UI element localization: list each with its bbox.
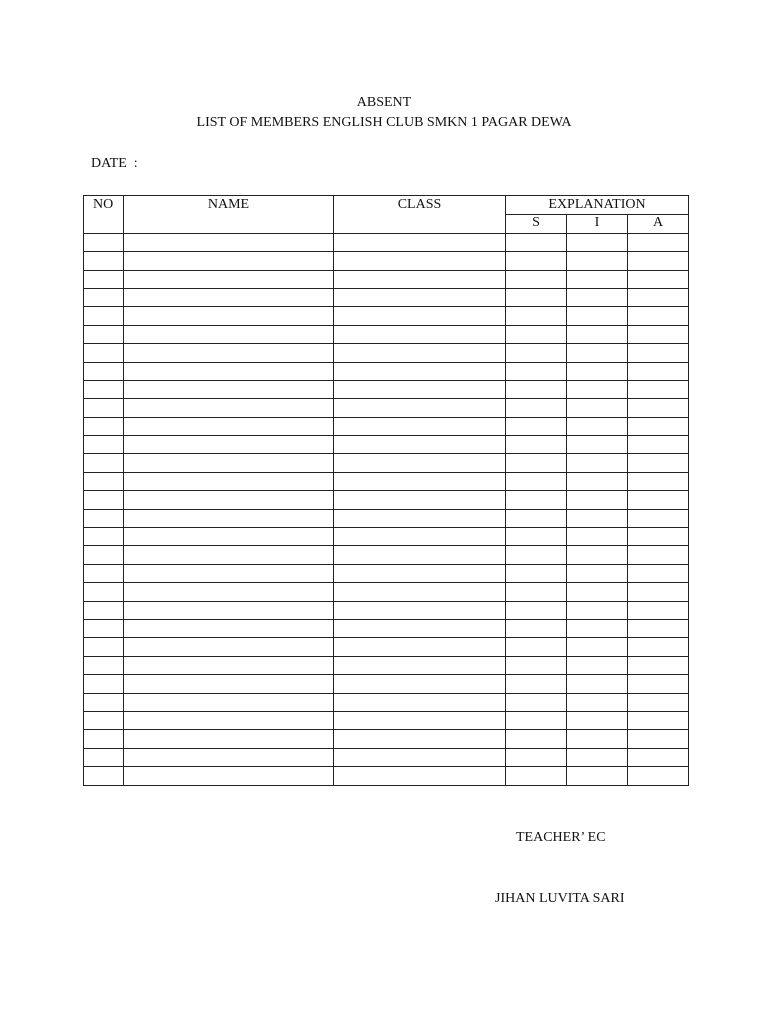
name-cell [124,546,334,564]
i-cell [567,491,628,509]
i-cell [567,362,628,380]
name-cell [124,564,334,582]
class-cell [334,583,506,601]
no-cell [84,675,124,693]
name-cell [124,472,334,490]
no-cell [84,344,124,362]
name-cell [124,619,334,637]
table-row [84,528,689,546]
name-cell [124,509,334,527]
a-cell [628,546,689,564]
s-cell [506,638,567,656]
a-cell [628,380,689,398]
class-cell [334,767,506,785]
i-cell [567,583,628,601]
table-row [84,399,689,417]
class-cell [334,325,506,343]
name-cell [124,252,334,270]
no-cell [84,380,124,398]
column-header-class: CLASS [334,196,506,234]
s-cell [506,362,567,380]
no-cell [84,546,124,564]
table-row [84,417,689,435]
table-row [84,730,689,748]
class-cell [334,472,506,490]
no-cell [84,233,124,251]
document-subtitle: LIST OF MEMBERS ENGLISH CLUB SMKN 1 PAGAR DEWA [196,115,572,130]
no-cell [84,601,124,619]
no-cell [84,711,124,729]
class-cell [334,399,506,417]
column-header-no: NO [84,196,124,234]
a-cell [628,675,689,693]
table-row [84,436,689,454]
class-cell [334,288,506,306]
name-cell [124,675,334,693]
name-cell [124,380,334,398]
a-cell [628,344,689,362]
s-cell [506,509,567,527]
class-cell [334,730,506,748]
table-row [84,546,689,564]
a-cell [628,233,689,251]
i-cell [567,730,628,748]
s-cell [506,767,567,785]
s-cell [506,399,567,417]
document-title: ABSENT [356,95,412,110]
class-cell [334,546,506,564]
no-cell [84,491,124,509]
no-cell [84,509,124,527]
s-cell [506,270,567,288]
name-cell [124,528,334,546]
s-cell [506,601,567,619]
no-cell [84,399,124,417]
table-row [84,509,689,527]
name-cell [124,730,334,748]
a-cell [628,288,689,306]
class-cell [334,436,506,454]
table-row [84,656,689,674]
no-cell [84,564,124,582]
name-cell [124,454,334,472]
s-cell [506,454,567,472]
name-cell [124,693,334,711]
s-cell [506,546,567,564]
table-row [84,675,689,693]
i-cell [567,233,628,251]
no-cell [84,307,124,325]
no-cell [84,693,124,711]
i-cell [567,270,628,288]
s-cell [506,325,567,343]
a-cell [628,767,689,785]
class-cell [334,344,506,362]
name-cell [124,656,334,674]
i-cell [567,638,628,656]
name-cell [124,417,334,435]
class-cell [334,564,506,582]
a-cell [628,619,689,637]
i-cell [567,436,628,454]
table-row [84,619,689,637]
a-cell [628,472,689,490]
name-cell [124,748,334,766]
table-row [84,307,689,325]
class-cell [334,748,506,766]
table-row [84,270,689,288]
class-cell [334,675,506,693]
a-cell [628,417,689,435]
no-cell [84,436,124,454]
table-row [84,693,689,711]
class-cell [334,509,506,527]
i-cell [567,675,628,693]
name-cell [124,436,334,454]
s-cell [506,528,567,546]
s-cell [506,307,567,325]
i-cell [567,619,628,637]
class-cell [334,656,506,674]
s-cell [506,693,567,711]
table-row [84,454,689,472]
i-cell [567,325,628,343]
date-label: DATE : [91,156,138,171]
a-cell [628,601,689,619]
no-cell [84,454,124,472]
s-cell [506,656,567,674]
attendance-table [83,195,689,786]
no-cell [84,288,124,306]
name-cell [124,233,334,251]
a-cell [628,491,689,509]
class-cell [334,417,506,435]
name-cell [124,307,334,325]
s-cell [506,583,567,601]
i-cell [567,307,628,325]
table-row [84,491,689,509]
i-cell [567,399,628,417]
s-cell [506,417,567,435]
i-cell [567,417,628,435]
no-cell [84,767,124,785]
a-cell [628,454,689,472]
name-cell [124,601,334,619]
class-cell [334,619,506,637]
a-cell [628,748,689,766]
s-cell [506,472,567,490]
s-cell [506,380,567,398]
class-cell [334,711,506,729]
a-cell [628,638,689,656]
a-cell [628,528,689,546]
name-cell [124,344,334,362]
name-cell [124,491,334,509]
a-cell [628,362,689,380]
table-row [84,362,689,380]
i-cell [567,693,628,711]
column-header-explanation: EXPLANATION [506,196,689,215]
name-cell [124,711,334,729]
i-cell [567,767,628,785]
a-cell [628,711,689,729]
a-cell [628,730,689,748]
table-row [84,564,689,582]
column-header-name: NAME [124,196,334,234]
a-cell [628,252,689,270]
no-cell [84,619,124,637]
s-cell [506,252,567,270]
table-row [84,288,689,306]
no-cell [84,270,124,288]
table-row [84,711,689,729]
s-cell [506,711,567,729]
a-cell [628,270,689,288]
no-cell [84,748,124,766]
class-cell [334,307,506,325]
class-cell [334,601,506,619]
i-cell [567,509,628,527]
s-cell [506,619,567,637]
s-cell [506,730,567,748]
class-cell [334,454,506,472]
no-cell [84,417,124,435]
class-cell [334,270,506,288]
table-row [84,472,689,490]
i-cell [567,454,628,472]
s-cell [506,233,567,251]
class-cell [334,528,506,546]
subcolumn-header-i: I [567,215,628,233]
a-cell [628,325,689,343]
i-cell [567,472,628,490]
s-cell [506,288,567,306]
table-row [84,252,689,270]
name-cell [124,325,334,343]
a-cell [628,583,689,601]
class-cell [334,491,506,509]
name-cell [124,767,334,785]
name-cell [124,362,334,380]
a-cell [628,399,689,417]
i-cell [567,711,628,729]
i-cell [567,288,628,306]
i-cell [567,656,628,674]
class-cell [334,380,506,398]
a-cell [628,509,689,527]
a-cell [628,656,689,674]
name-cell [124,270,334,288]
subcolumn-header-a: A [628,215,689,233]
no-cell [84,472,124,490]
no-cell [84,583,124,601]
i-cell [567,601,628,619]
table-row [84,748,689,766]
s-cell [506,748,567,766]
table-row [84,325,689,343]
a-cell [628,564,689,582]
no-cell [84,656,124,674]
no-cell [84,528,124,546]
class-cell [334,233,506,251]
class-cell [334,693,506,711]
subcolumn-header-s: S [506,215,567,233]
s-cell [506,436,567,454]
table-row [84,767,689,785]
s-cell [506,564,567,582]
s-cell [506,491,567,509]
table-header-row [84,196,689,215]
i-cell [567,748,628,766]
a-cell [628,436,689,454]
i-cell [567,528,628,546]
i-cell [567,380,628,398]
no-cell [84,730,124,748]
a-cell [628,693,689,711]
table-row [84,638,689,656]
i-cell [567,546,628,564]
s-cell [506,344,567,362]
signature-role: TEACHER’ EC [516,830,606,845]
table-row [84,583,689,601]
table-row [84,601,689,619]
table-row [84,344,689,362]
table-row [84,233,689,251]
no-cell [84,252,124,270]
signature-name: JIHAN LUVITA SARI [495,891,625,906]
s-cell [506,675,567,693]
no-cell [84,325,124,343]
name-cell [124,288,334,306]
a-cell [628,307,689,325]
name-cell [124,583,334,601]
name-cell [124,399,334,417]
class-cell [334,252,506,270]
i-cell [567,252,628,270]
attendance-table-body [84,233,689,785]
no-cell [84,362,124,380]
table-row [84,380,689,398]
name-cell [124,638,334,656]
i-cell [567,344,628,362]
class-cell [334,362,506,380]
i-cell [567,564,628,582]
class-cell [334,638,506,656]
no-cell [84,638,124,656]
